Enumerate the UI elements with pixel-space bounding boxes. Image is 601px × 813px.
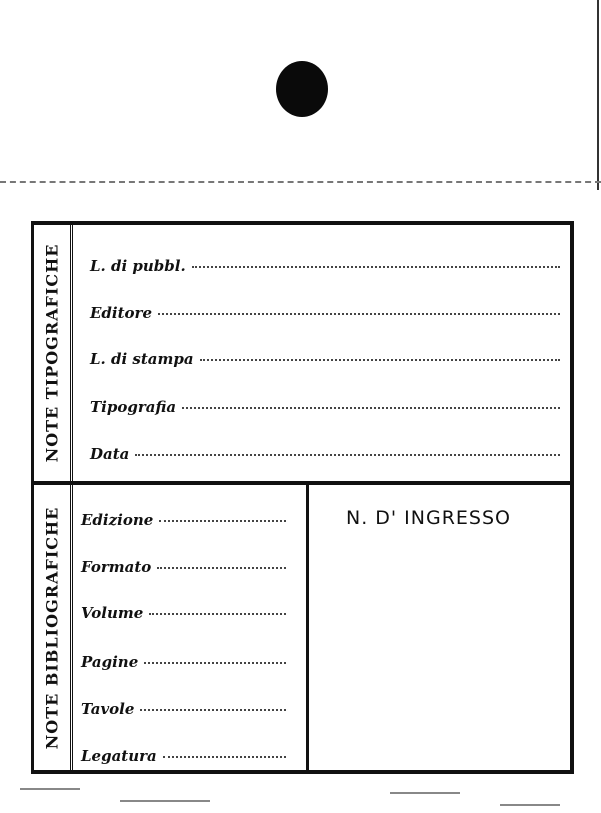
side-label-tipografiche: NOTE TIPOGRAFICHE: [42, 243, 62, 463]
fill-line: [163, 756, 286, 758]
fill-line: [140, 709, 286, 711]
field-luogo-pubblicazione[interactable]: [90, 257, 560, 275]
field-label: L. di pubbl.: [90, 257, 186, 275]
side-column-bibliografiche: [34, 485, 73, 770]
field-label: Edizione: [81, 511, 154, 529]
field-luogo-stampa[interactable]: [90, 350, 560, 368]
fill-line: [192, 266, 560, 268]
scan-noise: [500, 804, 560, 806]
field-label: Pagine: [81, 653, 139, 671]
fill-line: [200, 359, 560, 361]
page-edge: [597, 0, 599, 190]
catalog-card: [31, 221, 574, 774]
field-label: Data: [90, 445, 130, 463]
field-edizione[interactable]: [81, 511, 286, 529]
field-label: Formato: [81, 558, 152, 576]
field-label: Editore: [90, 304, 152, 322]
field-label: Volume: [81, 604, 144, 622]
field-label: Tipografia: [90, 398, 177, 416]
scan-noise: [390, 792, 460, 794]
punch-hole: [276, 61, 328, 117]
field-label: Legatura: [81, 747, 157, 765]
field-tipografia[interactable]: [90, 398, 560, 416]
fill-line: [182, 407, 560, 409]
fill-line: [144, 662, 286, 664]
section-note-bibliografiche: [34, 485, 570, 770]
field-label: Tavole: [81, 700, 135, 718]
scan-noise: [20, 788, 80, 790]
field-data[interactable]: [90, 445, 560, 463]
bibliografiche-fields-panel: [34, 485, 309, 770]
fill-line: [158, 313, 560, 315]
fill-line: [135, 454, 560, 456]
numero-ingresso-label: N. D' INGRESSO: [346, 507, 512, 529]
side-column-tipografiche: [34, 225, 73, 481]
section-note-tipografiche: [34, 225, 570, 485]
field-pagine[interactable]: [81, 653, 286, 671]
fill-line: [159, 520, 286, 522]
fill-line: [157, 567, 286, 569]
field-tavole[interactable]: [81, 700, 286, 718]
field-volume[interactable]: [81, 604, 286, 622]
side-label-bibliografiche: NOTE BIBLIOGRAFICHE: [42, 506, 62, 749]
field-label: L. di stampa: [90, 350, 194, 368]
fill-line: [149, 613, 286, 615]
scan-noise: [120, 800, 210, 802]
cut-line: [0, 181, 601, 183]
field-formato[interactable]: [81, 558, 286, 576]
field-legatura[interactable]: [81, 747, 286, 765]
field-editore[interactable]: [90, 304, 560, 322]
